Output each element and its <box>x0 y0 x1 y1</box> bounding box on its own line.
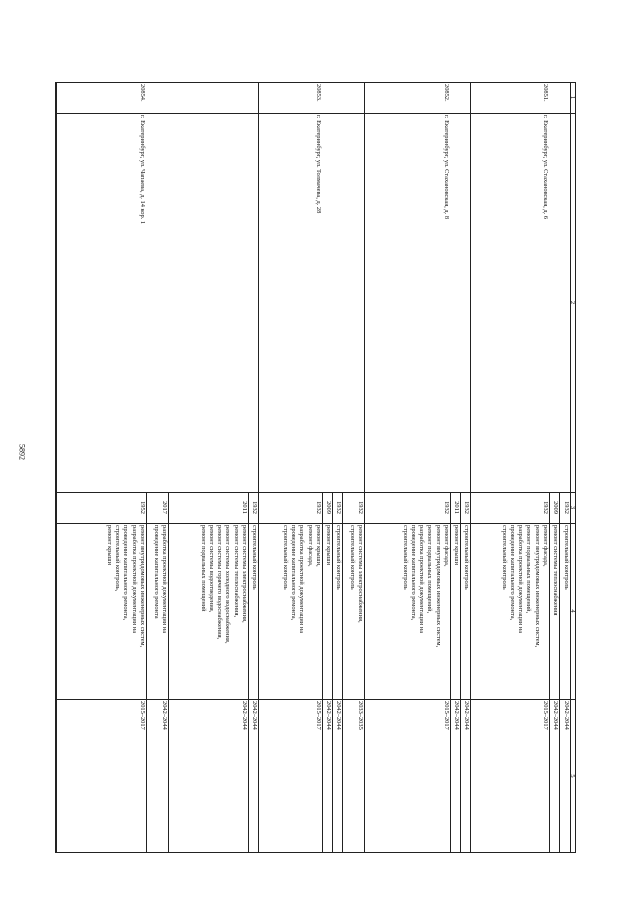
build-year: 1932 <box>335 501 342 514</box>
work-item: ремонт системы теплоснабжения <box>552 525 559 616</box>
work-item: ремонт системы водоотведения, <box>207 525 215 613</box>
work-item: ремонт подвальных помещений <box>199 525 207 612</box>
build-year: 1932 <box>315 501 322 514</box>
work-list <box>56 525 146 697</box>
work-item: разработка проектной документации на <box>130 525 138 634</box>
work-item: ремонт внутридомовых инженерных систем, <box>434 525 442 648</box>
work-period: 2015–2017 <box>315 701 322 730</box>
work-item: разработка проектной документации на <box>298 525 306 634</box>
column-line-1 <box>56 113 576 114</box>
work-item: строительный контроль <box>281 525 289 590</box>
work-period: 2042–2044 <box>325 701 332 730</box>
work-item: ремонт системы электроснабжения, <box>241 525 248 623</box>
work-period: 2042–2044 <box>552 701 559 730</box>
work-item: ремонт подвальных помещений, <box>426 525 434 614</box>
build-year: 1932 <box>443 501 450 514</box>
work-item: ремонт крыши <box>105 525 113 566</box>
work-item: строительный контроль <box>563 525 570 590</box>
work-list <box>471 525 549 697</box>
work-list <box>451 525 460 697</box>
header-cell-5: 5 <box>569 774 576 778</box>
work-item: строительный контроль <box>348 525 356 590</box>
column-line-5 <box>56 852 576 853</box>
work-item: ремонт внутридомовых инженерных систем, <box>139 525 146 648</box>
work-item: ремонт крыши, <box>315 525 322 567</box>
build-year: 1932 <box>463 501 470 514</box>
column-line-2 <box>56 492 576 493</box>
work-item: ремонт системы горячего водоснабжения, <box>216 525 224 640</box>
work-period: 2033–2035 <box>357 701 364 730</box>
work-item: разработка проектной документации на <box>161 525 168 634</box>
work-item: ремонт системы теплоснабжения, <box>232 525 240 618</box>
work-item: ремонт системы электроснабжения, <box>357 525 364 623</box>
work-period: 2042–2044 <box>563 701 570 730</box>
work-list <box>560 525 570 697</box>
work-item: проведение капитального ремонта, <box>508 525 516 621</box>
rotated-table-region <box>56 82 576 853</box>
header-cell-2: 2 <box>569 300 576 305</box>
work-list <box>147 525 168 697</box>
object-address: г. Екатеринбург, ул. Стахановская, д. 6 <box>542 115 549 220</box>
object-number: 20851. <box>542 84 549 102</box>
work-item: проведение капитального ремонта, <box>122 525 130 621</box>
build-year: 1932 <box>563 501 570 514</box>
object-address: г. Екатеринбург, ул. Стахановская, д. 8 <box>443 115 450 220</box>
build-year: 1932 <box>357 501 364 514</box>
work-period: 2042–2044 <box>251 701 258 730</box>
work-list <box>249 525 258 697</box>
column-line-4 <box>56 699 576 700</box>
work-period: 2042–2044 <box>453 701 460 730</box>
object-address: г. Екатеринбург, ул. Чапаева, д. 14 кор. 1 <box>139 115 146 225</box>
work-item: строительный контроль <box>500 525 508 590</box>
work-list <box>259 525 322 697</box>
work-item: проведение капитального ремонта, <box>290 525 298 621</box>
work-period: 2042–2044 <box>161 701 168 730</box>
build-year: 2009 <box>325 501 332 514</box>
work-list <box>323 525 332 697</box>
column-line-3 <box>56 523 576 524</box>
work-item: строительный контроль <box>401 525 409 590</box>
work-item: проведение капитального ремонта, <box>409 525 417 621</box>
work-item: ремонт фасада, <box>443 525 450 567</box>
object-address: г. Екатеринбург, ул. Толмачева, д. 28 <box>315 115 322 214</box>
build-year: 2011 <box>453 501 460 514</box>
work-period: 2015–2017 <box>443 701 450 730</box>
page-number: 5892 <box>17 444 27 460</box>
work-item: ремонт системы холодного водоснабжения, <box>224 525 232 644</box>
build-year: 1952 <box>139 501 146 514</box>
work-item: проведение капитального ремонта <box>152 525 160 619</box>
work-list <box>550 525 559 697</box>
work-list <box>365 525 450 697</box>
work-list <box>333 525 342 697</box>
build-year: 2017 <box>161 501 168 514</box>
work-item: строительный контроль <box>335 525 342 590</box>
work-item: ремонт крыши <box>453 525 460 566</box>
work-item: разработка проектной документации на <box>418 525 426 634</box>
build-year: 2009 <box>552 501 559 514</box>
object-number: 20852. <box>443 84 450 102</box>
object-number: 20853. <box>315 84 322 102</box>
work-list <box>343 525 364 697</box>
work-item: ремонт подвальных помещений, <box>525 525 533 614</box>
work-list <box>461 525 470 697</box>
work-item: ремонт крыши <box>325 525 332 566</box>
work-item: ремонт фасада, <box>306 525 314 567</box>
table <box>56 82 576 853</box>
work-period: 2015–2017 <box>139 701 146 730</box>
work-period: 2042–2044 <box>463 701 470 730</box>
work-item: ремонт внутридомовых инженерных систем, <box>533 525 541 648</box>
work-item: строительный контроль <box>251 525 258 590</box>
work-list <box>169 525 248 697</box>
header-cell-3: 3 <box>569 505 576 510</box>
build-year: 2011 <box>241 501 248 514</box>
object-number: 20854. <box>139 84 146 102</box>
work-item: строительный контроль <box>463 525 470 590</box>
work-item: разработка проектной документации на <box>517 525 525 634</box>
work-item: ремонт фасада, <box>542 525 549 567</box>
header-cell-4: 4 <box>569 609 576 613</box>
work-period: 2015–2017 <box>542 701 549 730</box>
work-period: 2042–2044 <box>241 701 248 730</box>
work-period: 2042–2044 <box>335 701 342 730</box>
header-cell-1: 1 <box>569 95 576 100</box>
column-line-0 <box>56 82 576 83</box>
work-item: строительный контроль, <box>114 525 122 592</box>
build-year: 1932 <box>542 501 549 514</box>
build-year: 1932 <box>251 501 258 514</box>
